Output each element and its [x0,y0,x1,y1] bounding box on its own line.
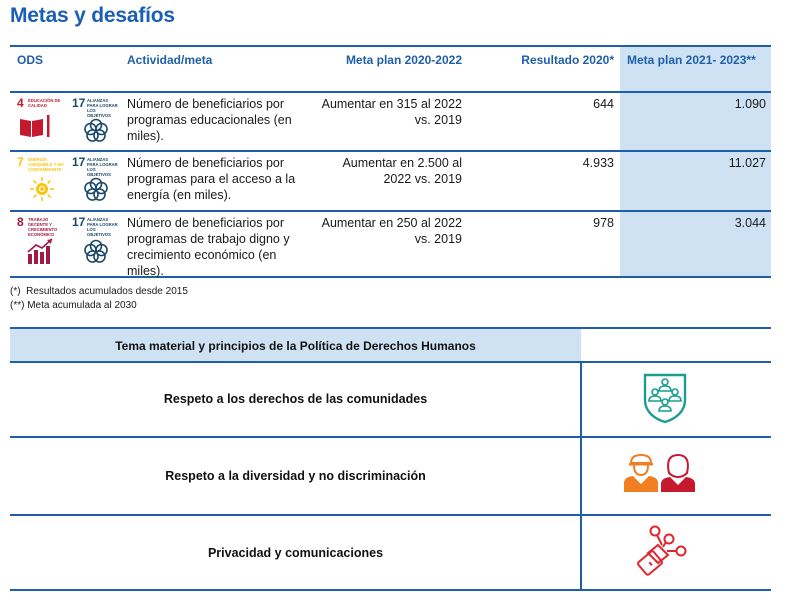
plan-2020-2022-value: Aumentar en 2.500 al 2022 vs. 2019 [342,156,462,186]
row-divider [10,91,771,93]
result-2020-value: 4.933 [582,156,614,170]
footnote: (*) Resultados acumulados desde 2015 [10,286,188,297]
flower-icon [83,176,109,202]
table-bottom-rule [10,276,771,278]
hr-table-header: Tema material y principios de la Política de Derechos Humanos [115,339,476,353]
sdg-badge-7: 7 ENERGÍA ASEQUIBLE Y NO CONTAMINANTE [17,156,67,206]
book-icon [19,115,51,139]
flower-icon [83,238,109,264]
page-title: Metas y desafíos [10,4,175,27]
community-shield-icon [642,372,688,424]
row-divider [10,210,771,212]
hr-table-top-rule [10,327,771,329]
row-divider [10,436,771,438]
sdg-badge-17: 17 ALIANZAS PARA LOGRAR LOS OBJETIVOS [72,97,122,147]
plan-2021-2023-value: 1.090 [734,97,766,111]
result-2020-value: 644 [593,97,614,111]
hr-table-bottom-rule [10,589,771,591]
row-divider [10,514,771,516]
header-plan-2020-2022: Meta plan 2020-2022 [345,53,462,67]
growth-chart-icon [27,238,55,264]
diversity-people-icon [623,453,699,493]
plan-2021-2023-value: 11.027 [728,156,766,170]
header-plan-2021-2023: Meta plan 2021- 2023** [627,53,756,67]
header-activity: Actividad/meta [127,53,213,67]
table-top-rule [10,45,771,47]
plan-2020-2022-value: Aumentar en 250 al 2022 vs. 2019 [321,216,462,246]
activity-text: Número de beneficiarios por programas de trabajo digno y crecimiento económico (en miles). [127,216,290,278]
sdg-badge-8: 8 TRABAJO DECENTE Y CRECIMIENTO ECONÓMICO [17,216,67,266]
header-result-2020: Resultado 2020* [521,53,614,67]
result-2020-value: 978 [593,216,614,230]
activity-text: Número de beneficiarios por programas educacionales (en miles). [127,97,292,143]
footnote: (**) Meta acumulada al 2030 [10,300,137,311]
row-divider [10,361,771,363]
activity-text: Número de beneficiarios por programas para el acceso a la energía (en miles). [127,156,296,202]
sdg-badge-4: 4 EDUCACIÓN DE CALIDAD [17,97,67,147]
privacy-lock-network-icon [636,525,692,577]
sdg-badge-17: 17 ALIANZAS PARA LOGRAR LOS OBJETIVOS [72,216,122,266]
row-divider [10,150,771,152]
plan-2021-2023-value: 3.044 [734,216,766,230]
plan-2020-2022-value: Aumentar en 315 al 2022 vs. 2019 [321,97,462,127]
sun-icon [29,176,55,202]
hr-principle-label: Privacidad y comunicaciones [207,546,384,560]
flower-icon [83,117,109,143]
hr-principle-label: Respeto a los derechos de las comunidades [163,392,428,406]
hr-principle-label: Respeto a la diversidad y no discriminación [165,469,426,483]
header-ods: ODS [17,53,44,67]
sdg-badge-17: 17 ALIANZAS PARA LOGRAR LOS OBJETIVOS [72,156,122,206]
